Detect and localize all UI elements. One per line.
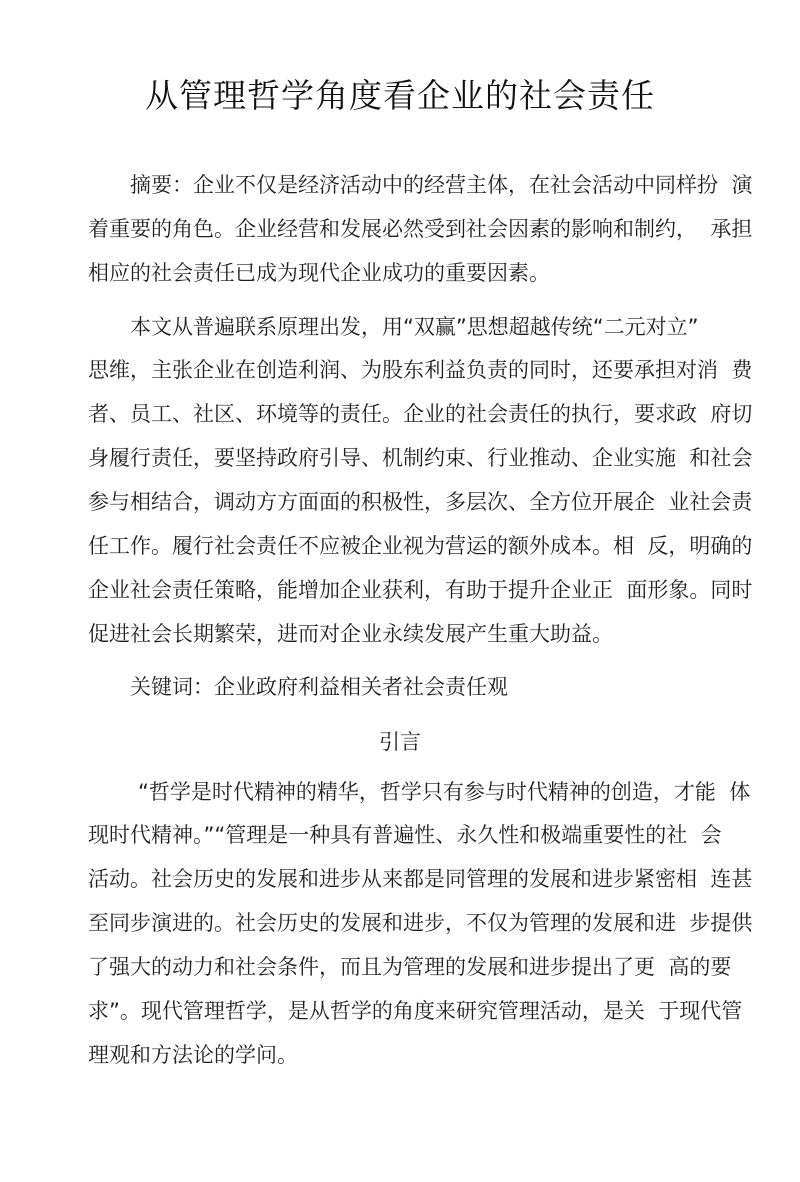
body-line: 身履行责任，要坚持政府引导、机制约束、行业推动、企业实施 和社会 — [88, 446, 753, 470]
abstract-line: 着重要的角色。企业经营和发展必然受到社会因素的影响和制约， 承担 — [88, 217, 753, 241]
document-title: 从管理哲学角度看企业的社会责任 — [145, 76, 655, 115]
abstract-line: 摘要：企业不仅是经济活动中的经营主体，在社会活动中同样扮 演 — [130, 173, 753, 197]
body-line: 任工作。履行社会责任不应被企业视为营运的额外成本。相 反，明确的 — [88, 534, 753, 558]
intro-line: 现时代精神。”“管理是一种具有普遍性、永久性和极端重要性的社 会 — [88, 823, 722, 847]
body-line: 促进社会长期繁荣，进而对企业永续发展产生重大助益。 — [88, 622, 613, 646]
body-line: 本文从普遍联系原理出发，用“双赢”思想超越传统“二元对立” — [130, 315, 699, 339]
intro-line: 理观和方法论的学问。 — [88, 1043, 298, 1067]
body-line: 者、员工、社区、环境等的责任。企业的社会责任的执行，要求政 府切 — [88, 402, 753, 426]
body-line: 思维，主张企业在创造利润、为股东利益负责的同时，还要承担对消 费 — [88, 358, 753, 382]
abstract-line: 相应的社会责任已成为现代企业成功的重要因素。 — [88, 261, 550, 285]
keywords-line: 关键词：企业政府利益相关者社会责任观 — [130, 675, 508, 699]
body-line: 参与相结合，调动方方面面的积极性，多层次、全方位开展企 业社会责 — [88, 490, 753, 514]
intro-line: 至同步演进的。社会历史的发展和进步，不仅为管理的发展和进 步提供 — [88, 911, 753, 935]
intro-line: 了强大的动力和社会条件，而且为管理的发展和进步提出了更 高的要 — [88, 955, 732, 979]
intro-line: 活动。社会历史的发展和进步从来都是同管理的发展和进步紧密相 连甚 — [88, 867, 753, 891]
section-heading: 引言 — [379, 730, 421, 754]
body-line: 企业社会责任策略，能增加企业获利，有助于提升企业正 面形象。同时 — [88, 578, 753, 602]
intro-line: “哲学是时代精神的精华，哲学只有参与时代精神的创造，才能 体 — [138, 780, 751, 804]
intro-line: 求”。现代管理哲学，是从哲学的角度来研究管理活动，是关 于现代管 — [88, 999, 743, 1023]
